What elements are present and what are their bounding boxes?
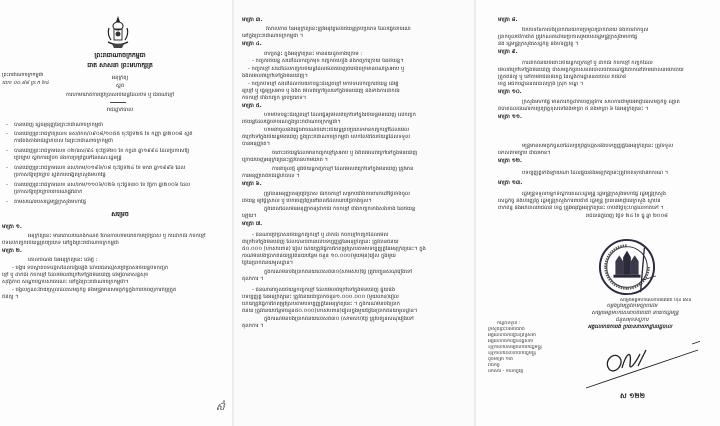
- article-text: ការអនុញ្ញាតពីរាជរដ្ឋាភិបាល ។: [242, 173, 300, 179]
- article-text: គោលបំណង នៃអនុក្រឹត្យនេះ ដើម្បី :: [28, 257, 98, 263]
- article-text: ថ្ងៃនៃប្រាក់ពិន័យមូលដ្ឋាន។: [242, 260, 294, 266]
- article-text: ក្រោយចេញអនុក្រឹត្យនេះត្រូវបានហាមឃាត់ ។: [242, 157, 328, 163]
- cc-item: ខុទ្ទកាល័យសម្តេចនាយករដ្ឋមន្ត្រី: [488, 345, 542, 350]
- article-label: មាត្រា ១២.: [498, 158, 522, 164]
- preamble-cont: ការតែងតាំងរាជរដ្ឋាភិបាល នៃព្រះរាជាណាចក្រកម្ពុជា: [14, 138, 113, 144]
- preamble-item: - តាមសំណើរបស់រដ្ឋមន្ត្រីក្រសួងមហាផ្ទៃ: [6, 199, 86, 205]
- article-text: រដ្ឋមន្ត្រីទទួលបន្ទុកទីស្តីការគណៈរដ្ឋមន្ត្រី រដ្ឋមន្ត្រីក្រសួងមហាផ្ទៃ រដ្ឋមន្ត្រីក្រសួង: [522, 191, 666, 197]
- article-label: មាត្រា ៧.: [242, 221, 263, 227]
- article-text: ក្នុងករណីមិនបង់ប្រាក់ពិន័យលើសពី៣០ (សាមសិប)ថ្ងៃ ត្រូវបញ្ជូនសំណុំរឿងទៅ: [264, 316, 414, 322]
- preamble-cont: ប្រកាសឱ្យប្រើច្បាប់ចរាចរណ៍ផ្លូវគោក: [14, 189, 83, 195]
- preamble-item: - បានឃើញព្រះរាជក្រឹត្យលេខ នស/រកត/០៩០៨/១០៥៥ ចុះថ្ងៃទី២៥ ខែ កញ្ញា ឆ្នាំ២០០៨ ស្តីពី: [6, 131, 228, 137]
- ref-number: លេខ ០០.៨៨ ប្រ.ក ២៤: [2, 80, 49, 86]
- article-label: មាត្រា ១៣.: [498, 180, 523, 186]
- article-label: មាត្រា ៦.: [242, 181, 262, 187]
- cert-line-4: អគ្គលេខាធិការរង ប្រធាននាយកដ្ឋានរដ្ឋបាល: [587, 324, 673, 330]
- cert-line-3: ជំនួសមុខទីស្តីការ: [615, 317, 649, 323]
- article-text: ត្រូវបានអនុញ្ញាតឲ្យប្រើប្រាស់ ជ័រកំចកខ្មៅ សម្រាប់ជាំងការពារកំដៅថ្ងៃចាំងចូល: [264, 191, 410, 197]
- article-text: មើលពីក្រៅទៅក្នុងមិនឃើញ ជាសមត្ថកិច្ចរបស់នគរបាលចរាចរណ៍ផ្លូវគោកនៅតាមគោលនយោបាយ: [498, 67, 684, 73]
- article-text: ប្រាក់ចូលថវិកាជាតិ ត្រូវកំណត់ដោយប្រកាសរួមរបស់រដ្ឋមន្ត្រីក្រសួងមហាផ្ទៃ: [498, 34, 638, 40]
- article-text: បទប្បញ្ញត្តិទាំងឡាយណា ដែលផ្ទុយនឹងអនុក្រឹត្យនេះត្រូវចាត់ទុកជានិរាករណ៍ ។: [522, 170, 669, 176]
- decree-on: ស្តីពី: [115, 83, 125, 89]
- article-text: ហើយត្រូវធ្វើការកែតម្រូវស្របតាមបទប្បញ្ញត្តិនៃអនុក្រឹត្យនេះ ។ ក្នុងករណីមិនបង់ប្រាក់: [242, 301, 400, 307]
- article-text: អនុក្រឹត្យនេះ មានគោលបំណងកំណត់ វិធានការហាមឃាត់ការប្រើប្រាស់ ឬ ការដាក់ជ័រ កំចកខ្មៅ: [28, 233, 206, 239]
- article-text: ងងឹតមើលពីក្រៅទៅក្នុងមិនឃើញ។: [242, 73, 308, 79]
- official-seal-icon: [598, 238, 656, 296]
- article-text: - បង្កលក្ខណៈងាយស្រួលដល់សមត្ថកិច្ច និងមន្ត្រីមានសមត្ថកិច្ចក្នុងការបំពេញការកិច្ចត្រួត: [12, 287, 177, 293]
- article-text: ក្នុងពេលដែលមិនអនុញ្ញាតឲ្យដាក់ជ័រ កំចកខ្មៅ ជាំងកញ្ចក់ទាំងសងខាង នៃរថយន្ត: [264, 206, 416, 212]
- preamble-item: - បានឃើញ រដ្ឋធម្មនុញ្ញនៃព្រះរាជាណាចក្រកម្ពុជា: [6, 122, 103, 128]
- article-label: មាត្រា ៨.: [498, 17, 518, 23]
- article-text: ក្រសួងមហាផ្ទៃ មានភារកិច្ចដាក់ចេញនូវការ សហការជាមួយអាជ្ញាធរសមត្ថកិច្ច ល្បាត: [522, 99, 680, 105]
- preamble-cont: ប្រើច្បាប់ ស្តីពីការរៀបចំ និងការប្រព្រឹត្តទៅនៃគណៈរដ្ឋមន្ត្រី: [14, 155, 122, 161]
- decided-heading: សម្រេច: [111, 212, 129, 218]
- initial-mark: ស៊ំ: [216, 403, 225, 413]
- cc-item: អគ្គលេខាធិការដ្ឋានរដ្ឋសភា: [488, 339, 534, 344]
- article-text: តុលាការ ។: [242, 323, 264, 329]
- article-text: - ជនណាប្រើប្រាស់រថយន្តកញ្ចក់ខ្មៅ ឬ ដាក់ជ័រ កំចកខ្មៅកញ្ចក់ដែលមើល: [252, 232, 389, 238]
- article-text: ការដាក់ពិន័យចំពោះរថយន្តកញ្ចក់ខ្មៅ ឬ ដាក់ជ័រ កំចកខ្មៅ កញ្ចក់ដែល: [522, 60, 653, 66]
- article-text: ពីក្រៅទៅក្នុងមិនឃើញ ដែលបានបំពានលើបទប្បញ្ញត្តិនៃអនុក្រឹត្យនេះ ត្រូវបានពិន័យ: [242, 239, 399, 245]
- article-text: ពាក់ព័ន្ធ និងអភិបាលរាជធានី ខេត្ត ត្រូវអនុវត្តអនុក្រឹត្យនេះ ចាប់ពីថ្ងៃចុះហត្ថលេខាតទៅ ។: [498, 205, 664, 211]
- government-heading: រាជរដ្ឋាភិបាល: [106, 107, 134, 113]
- article-text: - បង្ការ ទប់ស្កាត់បទល្មើសដែលបង្កឡើង ដោយជនល្មើសប្រើប្រាស់រថយន្តបិទកញ្ចក់: [12, 265, 169, 271]
- decree-subject: ការហាមឃាត់ការប្រើប្រាស់រថយន្តដែលបិទ ឬ ជ័រពណ៌ខ្មៅ: [65, 92, 175, 98]
- article-text: - ជនណានាំចូលរថយន្តកញ្ចក់ខ្មៅ ដែលមើលពីក្រៅទៅក្នុងមិនឃើញ ផ្ទុយនឹង: [252, 287, 396, 293]
- ref-line-1: ព្រះរាជាណាចក្រកម្ពុជា: [2, 72, 44, 78]
- article-text: វិសាលភាព នៃអនុក្រឹត្យនេះត្រូវអនុវត្តលើរថយន្តគ្រប់ប្រភេទ ដែលធ្វើចរាចរណ៍: [266, 26, 411, 32]
- seal-caption: សម្តេចអគ្គមហាសេនាបតីតេជោ ហ៊ុន សែន: [620, 298, 692, 303]
- preamble-item: - បានឃើញព្រះរាជក្រមលេខ នស/រកម/០១៩៦/០៨ ចុះថ្ងៃទី២៤ ខែ មករា ឆ្នាំ១៩៩៦ ដែល: [6, 165, 228, 171]
- article-label: មាត្រា ៣.: [242, 17, 263, 23]
- decree-type: អនុក្រឹត្យ: [111, 75, 129, 81]
- document-page-1: [0, 0, 232, 426]
- preamble-item: - បានឃើញព្រះរាជក្រមលេខ នស/រកម/១១០៦/០២៦ ចុះថ្ងៃទី៣០ ខែ វិច្ឆិកា ឆ្នាំ២០០៦ ដែល: [6, 182, 228, 188]
- article-text: ហាមនាំចូលនិងធ្វើចរាចរណ៍ចំពោះរថយន្តគ្រប់ប្រភេទមានកញ្ចក់ខ្មៅដែលមើល: [264, 127, 410, 133]
- cc-title: កន្លែងទទួល :: [497, 321, 521, 326]
- preamble-cont: ប្រកាសឱ្យប្រើច្បាប់ ស្តីពីការបង្កើតក្រសួងមហាផ្ទៃ: [14, 172, 106, 178]
- article-text: ពិន័យ ត្រូវពិន័យបន្ថែមចំនួន៥០.០០០(ហាសិបពាន់)រៀលក្នុងមួយថ្ងៃនៃប្រាក់ពិន័យមូលដ្ឋាន។: [242, 308, 418, 314]
- article-text: ឡើយ។: [242, 213, 257, 219]
- article-label: មាត្រា ១១.: [498, 114, 522, 120]
- article-text: កំចកខ្មៅ ជាំងកញ្ចក់ គ្រប់ប្រភេទ។: [242, 95, 307, 101]
- cc-item: រាជកិច្ច: [488, 363, 500, 368]
- article-text: ពាក្យគន្លឹះ ក្នុងអនុក្រឹត្យនេះ មានន័យដូចខាងក្រោម :: [264, 51, 363, 57]
- article-label: មាត្រា ១០.: [498, 89, 522, 95]
- cert-line-1: ចម្លងត្រឹមត្រូវតាមច្បាប់ដើម: [606, 303, 658, 309]
- article-label: មាត្រា ៥.: [242, 103, 262, 109]
- article-text: ត្រួតពិនិត្យ ឬ នៅតាមរាជធានីខេត្ត នៃស្នងការដ្ឋាននគរបាល រាជធានី: [498, 74, 627, 80]
- article-text: ចំពោះរថយន្តដែលមានកញ្ចក់ខ្មៅស្រអាប់ ឬ ងងឹតមើលពីក្រៅទៅក្នុងមិនឃើញ: [272, 150, 418, 156]
- cc-item: ឯកសារ - កាលប្បវត្តិ: [488, 369, 524, 374]
- article-text: មន្ត្រីមានសមត្ថកិច្ចណាដែលប្រព្រឹត្តល្មើសនឹងបទប្បញ្ញត្តិនៃអនុក្រឹត្យនេះ ត្រូវទទួល: [522, 143, 674, 149]
- article-text: - កញ្ចក់រថយន្ត សំដៅដល់កញ្ចក់មុខ កញ្ចក់ចំហៀង និងកញ្ចក់ក្រោយ នៃរថយន្ត។: [252, 58, 404, 64]
- page-number: ស ១២២: [620, 392, 645, 400]
- article-text: - កញ្ចក់ខ្មៅ សំដៅដល់កញ្ចក់រថយន្តដែលផលិតចេញពីរោងចក្រមានពណ៌ស្រអាប់ ឬ: [248, 66, 405, 72]
- national-motto: ជាតិ សាសនា ព្រះមហាក្សត្រ: [87, 63, 153, 69]
- article-text: នៅក្នុងព្រះរាជាណាចក្រកម្ពុជា ។: [242, 33, 304, 39]
- article-text: និង រដ្ឋមន្ត្រីក្រសួងសេដ្ឋកិច្ច និងហិរញ្ញវត្ថុ ។: [498, 41, 579, 47]
- article-text: ទោសតាមច្បាប់ ជាធរមាន។: [498, 150, 551, 156]
- article-text: សុវត្ថិភាព សណ្តាប់ធ្នាប់សាធារណៈ នៅក្នុងព្រះរាជាណាចក្រកម្ពុជា។: [2, 279, 129, 285]
- kingdom-title: ព្រះរាជាណាចក្រកម្ពុជា: [94, 53, 146, 59]
- cc-item: ដូចមាត្រា ១៣: [488, 357, 513, 362]
- article-text: រថយន្ត ឲ្យថ្លៃស្រាល ឬ បើកចេញវិញនៅពេលដែលឈប់ថ្ងៃចាំងចូល។: [242, 198, 372, 204]
- article-text: ពិបាតដល់ដំណើរការប្រព្រឹត្តខុសទៅនឹងមាត្រា ៥ និងមាត្រា ៦ នៃអនុក្រឹត្យនេះ ។: [498, 106, 649, 112]
- article-label: មាត្រា ៤.: [242, 41, 262, 47]
- article-text: ហាមបិទបន្ទះជ័រស្អិតខ្មៅ ដែលធ្វើឲ្យមើលពីក្រៅទៅក្នុងរថយន្តមិនឃើញ លើកញ្ចក់: [264, 112, 416, 118]
- article-text: បែបបទនៃការបង់ប្រាក់ពិន័យការប្រមូលប្រាក់ពិន័យ និងការដាក់ចូល: [522, 27, 649, 33]
- cc-item: អគ្គលេខាធិការដ្ឋានព្រឹទ្ធសភា: [488, 333, 537, 338]
- article-text: តុលាការ ។: [242, 276, 264, 282]
- article-text: ពិនិត្យ ។: [2, 294, 19, 300]
- date-line: រាជធានីភ្នំពេញ ថ្ងៃទី ២៤ ខែ ធ្នូ ឆ្នាំ ២០០៨: [586, 213, 668, 219]
- article-text: ឲ្យខ្មៅ ឬ ធ្វើឲ្យស្រអាប់ ឬ ងងឹត មើលពីក្រៅចូលទៅក្នុងមិនឃើញ និងទាំងការដាក់ជ័រ: [242, 88, 400, 94]
- signature-icon: [580, 340, 700, 390]
- article-label: មាត្រា ៩.: [498, 49, 518, 55]
- article-text: ខ្មៅ ឬ ដាក់ជ័រ កំចកខ្មៅ ដែលមើលពីក្រៅទៅក្នុងមិនឃើញ ដើម្បីធានាសន្តិសុខ: [2, 272, 149, 278]
- article-text: ការនាំចូលថ្មី នូវរថយន្តកញ្ចក់ខ្មៅ ដែលមើលពីក្រៅទៅក្នុងមិនឃើញ ត្រូវមាន: [272, 166, 414, 172]
- cc-item: ខុទ្ទកាល័យឧបនាយករដ្ឋមន្ត្រី: [488, 351, 537, 356]
- cert-line-2: សម្តេចអគ្គមហាសេនាបតីតេជោ នាយករដ្ឋមន្ត្រី: [591, 310, 679, 316]
- preamble-item: - បានឃើញព្រះរាជក្រមលេខ ០២/នស/៩៤ ចុះថ្ងៃទី២០ ខែ កក្កដា ឆ្នាំ១៩៩៤ ដែលប្រកាសឱ្យ: [6, 148, 228, 154]
- article-text: ករណីមិនបង់ប្រាក់ពិន័យត្រូវពិន័យបន្ថែម ចំនួន ១០.០០០(មួយម៉ឺន)រៀល ក្នុងមួយ: [242, 253, 396, 259]
- article-text: ខេត្ត អធិការដ្ឋាននគរបាលក្រុង ស្រុក ខណ្ឌ ។: [498, 81, 584, 87]
- document-page-2: [234, 0, 474, 426]
- article-label: មាត្រា ២.: [2, 248, 22, 254]
- article-text: - កញ្ចក់បិទខ្មៅ សំដៅដល់ការយកបន្ទះជ័រស្អិតខ្មៅ មកបិទលើកញ្ចក់រថយន្ត ដើម្បី: [248, 81, 399, 87]
- cc-item: ក្រសួងព្រះបរមរាជវាំង: [488, 327, 525, 332]
- title-divider: [110, 102, 126, 103]
- article-text: សេដ្ឋកិច្ច និងហិរញ្ញវត្ថុ រដ្ឋមន្ត្រីក្រសួងការពារជាតិ រដ្ឋមន្ត្រី ប្រធានអាជ្ញាធរក្រសួង ស្ថាប័ន: [498, 198, 661, 204]
- article-text: បទប្បញ្ញត្តិ នៃអនុក្រឹត្យនេះ ត្រូវពិន័យជាប្រាក់ចំនួន១.០០០.០០០ (មួយលាន)រៀល: [242, 294, 399, 300]
- article-text: ក្នុងករណីមិនបង់ប្រាក់ពិន័យលើសពី៣០(សាមសិប)ថ្ងៃ ត្រូវបញ្ជូនសំណុំរឿងទៅ: [264, 269, 412, 275]
- article-label: មាត្រា ១.: [2, 224, 22, 230]
- royal-emblem-icon: [103, 14, 133, 50]
- article-text: បានអនុញ្ញាត។: [242, 141, 271, 147]
- article-text: រថយន្តដែលធ្វើចរាចរណ៍ក្នុងព្រះរាជាណាចក្រកម្ពុជា។: [242, 119, 341, 125]
- article-text: ពីក្រៅទៅក្នុងរថយន្តមិនឃើញ ក្នុងព្រះរាជាណាចក្រកម្ពុជា លើកលែងតែរថយន្តដែលទទួល: [242, 134, 411, 140]
- article-text: ៥០.០០០ (ហាសិបពាន់) រៀល ហើយត្រូវធ្វើការកែតម្រូវស្របតាមបទប្បញ្ញត្តិនៃអនុក្រឹត្យនេះ។ ក្នុង: [242, 246, 426, 252]
- article-text: បិទលើកញ្ចក់រថយន្តគ្រប់ប្រភេទ នៅក្នុងព្រះរាជាណាចក្រកម្ពុជា: [2, 240, 119, 246]
